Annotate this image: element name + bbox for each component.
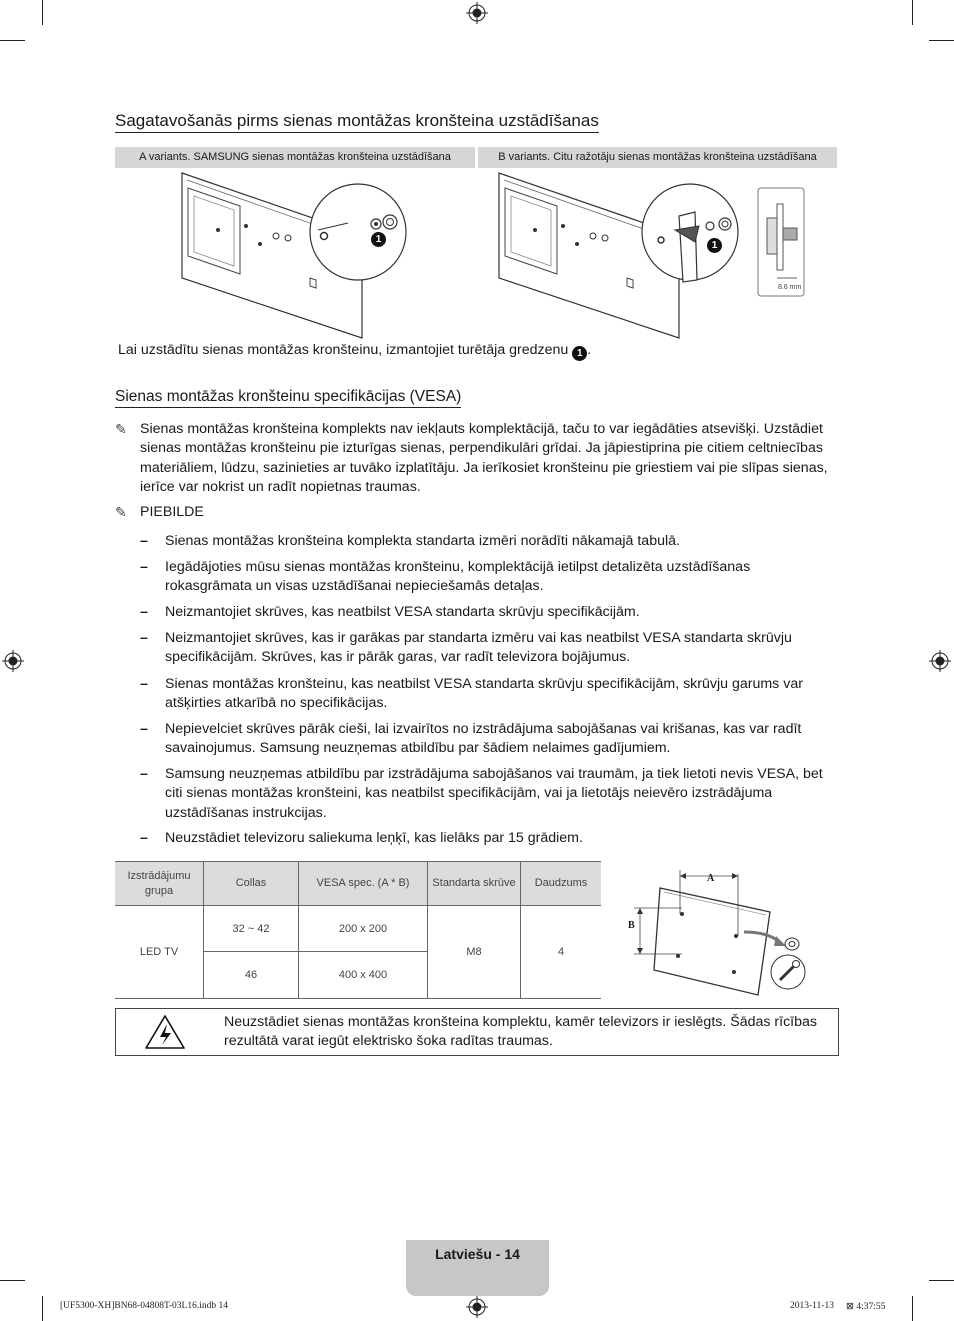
list-item-text: Neizmantojiet skrūves, kas ir garākas par standarta izmēru vai kas neatbilst VESA standarta skrūvju specifikācijām. Skrūves, kas ir pārāk garas, var radīt televizora bojājumus. — [165, 630, 792, 666]
dash-icon: – — [140, 676, 148, 692]
badge-number-1: 1 — [572, 346, 587, 361]
table-header-cell: Standarta skrūve — [428, 862, 521, 906]
crop-mark — [42, 0, 43, 25]
dash-icon: – — [140, 559, 148, 575]
list-item — [140, 720, 840, 759]
registration-mark-icon — [466, 1296, 488, 1318]
mm-label: 8.6 mm — [778, 284, 802, 291]
badge-number-1: 1 — [371, 232, 386, 247]
time-imprint — [846, 1301, 885, 1312]
note-heading — [115, 503, 840, 522]
list-item-text: Neizmantojiet skrūves, kas neatbilst VESA standarta skrūvju specifikācijām. — [165, 604, 640, 620]
page-number-label: Latviešu - 14 — [435, 1246, 520, 1262]
warning-triangle-icon — [144, 1014, 186, 1050]
table-cell-screw: M8 — [428, 906, 521, 999]
list-item-text: Sienas montāžas kronšteina komplekta standarta izmēri norādīti nākamajā tabulā. — [165, 533, 680, 549]
intro-note — [115, 420, 840, 497]
badge-number-1: 1 — [707, 238, 722, 253]
date-imprint: 2013-11-13 — [790, 1301, 834, 1311]
list-item — [140, 532, 840, 551]
warning-box — [115, 1008, 839, 1056]
table-cell-group: LED TV — [115, 906, 204, 999]
note-label: PIEBILDE — [140, 504, 204, 520]
table-cell-qty: 4 — [521, 906, 602, 999]
pencil-note-icon: ✎ — [115, 421, 127, 437]
dash-icon: – — [140, 830, 148, 846]
dash-icon: – — [140, 766, 148, 782]
dash-icon: – — [140, 721, 148, 737]
vesa-dimension-diagram — [620, 862, 820, 1002]
dash-icon: – — [140, 533, 148, 549]
dimension-label-a: A — [707, 873, 715, 884]
table-cell-vesa: 400 x 400 — [299, 952, 428, 999]
crop-mark — [0, 40, 25, 41]
figure-caption — [118, 340, 591, 361]
dash-icon: – — [140, 604, 148, 620]
crop-mark — [912, 1296, 913, 1321]
warning-text: Neuzstādiet sienas montāžas kronšteina komplektu, kamēr televizors ir ieslēgts. Šādas rīcības rezultātā varat iegūt elektrisko šoka radītas traumas. — [224, 1014, 817, 1050]
table-header-cell: Daudzums — [521, 862, 602, 906]
list-item — [140, 829, 840, 848]
registration-mark-icon — [466, 2, 488, 24]
list-item-text: Sienas montāžas kronšteinu, kas neatbilst VESA standarta skrūvju specifikācijām, skrūvju garums var atšķirties atkarībā no specifikācijas. — [165, 676, 803, 712]
table-header-cell: VESA spec. (A * B) — [299, 862, 428, 906]
list-item — [140, 603, 840, 622]
table-row — [115, 906, 601, 952]
page-number-tab — [406, 1240, 549, 1296]
list-item — [140, 629, 840, 668]
crop-mark — [929, 1280, 954, 1281]
intro-text: Sienas montāžas kronšteina komplekts nav iekļauts komplektācijā, taču to var iegādāties atsevišķi. Uzstādiet sienas montāžas kronšteinu pie izturīgas sienas, perpendikulāri grīdai. Ja jāpiestiprina pie citiem celtniecības materiāliem, lūdzu, sazinieties ar tuvāko izplatītāju. Ja ierīkosiet kronšteinu pie griestiem vai pie slīpas sienas, ierīce var nokrist un radīt nopietnas traumas. — [140, 421, 828, 495]
caption-text: Lai uzstādītu sienas montāžas kronšteinu, izmantojiet turētāja gredzenu — [118, 342, 569, 358]
list-item-text: Nepievelciet skrūves pārāk cieši, lai izvairītos no izstrādājuma sabojāšanas vai krišanas, kas var radīt savainojumus. Samsung neuzņemas atbildību par šādiem nelaimes gadījumiem. — [165, 721, 802, 757]
crop-mark — [929, 40, 954, 41]
wall-mount-figure-a — [178, 170, 418, 340]
pencil-note-icon: ✎ — [115, 504, 127, 520]
crop-mark — [912, 0, 913, 25]
file-imprint: [UF5300-XH]BN68-04808T-03L16.indb 14 — [60, 1301, 229, 1311]
table-cell-inches: 46 — [204, 952, 299, 999]
clock-icon: ⊠ — [846, 1302, 854, 1312]
table-header-cell: Izstrādājumu grupa — [115, 862, 204, 906]
list-item-text: Iegādājoties mūsu sienas montāžas kronšteinu, komplektācijā ietilpst detalizēta uzstādīšanas rokasgrāmata un visas uzstādīšanai nepieciešamās detaļas. — [165, 559, 751, 595]
section-title-preparation: Sagatavošanās pirms sienas montāžas kronšteina uzstādīšanas — [115, 110, 599, 133]
list-item-text: Samsung neuzņemas atbildību par izstrādājuma sabojāšanos vai traumām, ja tiek lietoti nevis VESA, bet citi sienas montāžas kronšteini, kas neatbilst specifikācijām, vai ja lietotājs neievēro izstrādājuma uzstādīšanas instrukcijas. — [165, 766, 823, 821]
caption-end: . — [587, 342, 592, 358]
variant-b-label: B variants. Citu ražotāju sienas montāžas kronšteina uzstādīšana — [478, 147, 837, 168]
table-header-row — [115, 862, 601, 906]
table-cell-vesa: 200 x 200 — [299, 906, 428, 952]
section-title-vesa: Sienas montāžas kronšteinu specifikācijas (VESA) — [115, 387, 461, 408]
registration-mark-icon — [2, 650, 24, 672]
crop-mark — [0, 1280, 25, 1281]
dimension-label-b: B — [628, 920, 635, 931]
crop-mark — [42, 1296, 43, 1321]
list-item — [140, 558, 840, 597]
list-item — [140, 675, 840, 714]
list-item — [140, 765, 840, 823]
wall-mount-figure-b — [495, 170, 820, 340]
variant-a-label: A variants. SAMSUNG sienas montāžas kronšteina uzstādīšana — [115, 147, 475, 168]
time-value: 4:37:55 — [856, 1302, 886, 1312]
vesa-spec-table — [115, 861, 601, 999]
table-header-cell: Collas — [204, 862, 299, 906]
table-cell-inches: 32 ~ 42 — [204, 906, 299, 952]
list-item-text: Neuzstādiet televizoru saliekuma leņķī, kas lielāks par 15 grādiem. — [165, 830, 583, 846]
registration-mark-icon — [929, 650, 951, 672]
dash-icon: – — [140, 630, 148, 646]
